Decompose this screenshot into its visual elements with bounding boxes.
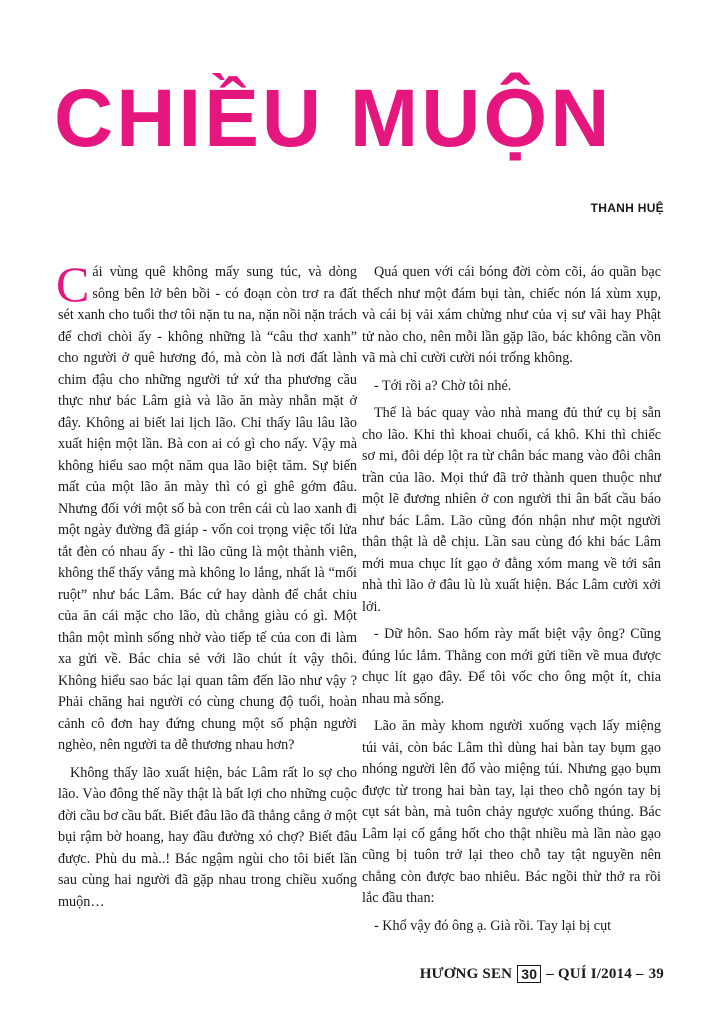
drop-cap: C [56, 256, 90, 312]
article-title: CHIỀU MUỘN [54, 73, 613, 164]
page-footer [420, 965, 664, 983]
paragraph: Không thấy lão xuất hiện, bác Lâm rất lo sợ cho lão. Vào đông thế nầy thật là bất lợi cho những cuộc đời cầu bơ cầu bất. Biết đâu lão đã thẳng cẳng ở một bụi rậm bờ hoang, hay đầu đường xó chợ? Biết đâu được. Phù du mà..! Bác ngậm ngùi cho tôi biết lần sau cùng hai người đã gặp nhau trong chiều xuống muộn… [58, 764, 357, 910]
issue-number: 30 [517, 965, 541, 983]
dialogue-line: - Khổ vậy đó ông ạ. Già rồi. Tay lại bị cụt [374, 917, 612, 934]
issue-period: – QUÍ I/2014 – [546, 965, 644, 982]
dialogue-line: - Tới rồi a? Chờ tôi nhé. [374, 377, 512, 394]
paragraph-text: ái vùng quê không mấy sung túc, và dòng sông bên lở bên bồi - có đoạn còn trơ ra đất sét xanh cho tuổi thơ tôi nặn tu na, nặn nồi nặn trách để chơi chòi ấy - không những là “câu thơ xanh” cho người ở quê hương đó, mà còn là nơi đất lành chim đậu cho những người tứ xứ tha phương cầu thực như bác Lâm già và lão ăn mày nhẵn mặt ở đây. Không ai biết lai lịch lão. Chỉ thấy lâu lâu lão xuất hiện một lần. Bà con ai có gì cho nấy. Vậy mà không hiểu sao một năm qua lão biệt tăm. Sự biến mất của một lão ăn mày thì có gì ghê gớm đâu. Nhưng đối với một số bà con trên cái cù lao xanh đi một ngày đường đã giáp - vốn coi trọng việc tối lửa tắt đèn có nhau ấy - thì lão cũng là một thành viên, không thể thấy vắng mà không lo lắng, nhất là “mối ruột” như bác Lâm. Bác cứ hay dành để chắt chiu của ăn cái mặc cho lão, dù chẳng giàu có gì. Một thân một mình sống nhờ vào tiếp tế của con đi làm xa gửi về. Bác chia sẻ với lão chút ít vậy thôi. Không hiểu sao bác lại quan tâm đến lão như vậy ? Phải chăng hai người có cùng chung độ tuổi, hoàn cảnh cô đơn hay đứng chung một số phận người nghèo, nên người ta dễ thương nhau hơn? [58, 264, 357, 753]
right-column [362, 262, 661, 943]
paragraph: Thế là bác quay vào nhà mang đủ thứ cụ bị sẵn cho lão. Khi thì khoai chuối, cá khô. Khi thì chiếc sơ mi, đôi dép lột ra từ chân bác mang vào đôi chân trần của lão. Mọi thứ đã trở thành quen thuộc như một lẽ đương nhiên ở con người thi ân bất cầu báo như bác Lâm. Lão cũng đón nhận như một người thân thật là dễ chịu. Lần sau cùng đó khi bác Lâm mới mua chục lít gạo ở đằng xóm mang về tới sân nhà thì lão ở đâu lù lù xuất hiện. Bác Lâm cười xởi lởi. [362, 405, 661, 615]
paragraph: Quá quen với cái bóng đời còm cõi, áo quần bạc thếch như một đám bụi tàn, chiếc nón lá xùm xụp, và cái bị vải xám chừng như của vị sư vãi hay Phật tử nào cho, nên mỗi lần gặp lão, bác không cần vồn vã mà chỉ cười cười nói trống không. [362, 264, 661, 366]
paragraph [56, 256, 357, 757]
left-column [56, 256, 357, 919]
paragraph: Lão ăn mày khom người xuống vạch lấy miệng túi vải, còn bác Lâm thì dùng hai bàn tay bụm gạo nhóng người lên đổ vào miệng túi. Nhưng gạo bụm được từ trong hai bàn tay, lại theo chỗ ngón tay bị cụt sát bàn, mà tuôn chảy ngược xuống thúng. Bác Lâm lại cố gắng hốt cho thật nhiều mà lần nào gạo cũng bị tuôn trở lại theo chỗ tay tật nguyền nên chẳng còn được bao nhiêu. Bác ngồi thừ thở ra rồi lắc đầu than: [362, 718, 661, 906]
article-author: THANH HUỆ [590, 201, 664, 215]
magazine-name: HƯƠNG SEN [419, 965, 513, 982]
dialogue-line: - Dữ hôn. Sao hổm rày mất biệt vậy ông? Cũng đúng lúc lắm. Thằng con mới gửi tiền về mua được chục lít gạo đây. Để tôi vốc cho ông một ít, chia nhau mà sống. [362, 626, 661, 707]
page-number: 39 [648, 965, 664, 982]
